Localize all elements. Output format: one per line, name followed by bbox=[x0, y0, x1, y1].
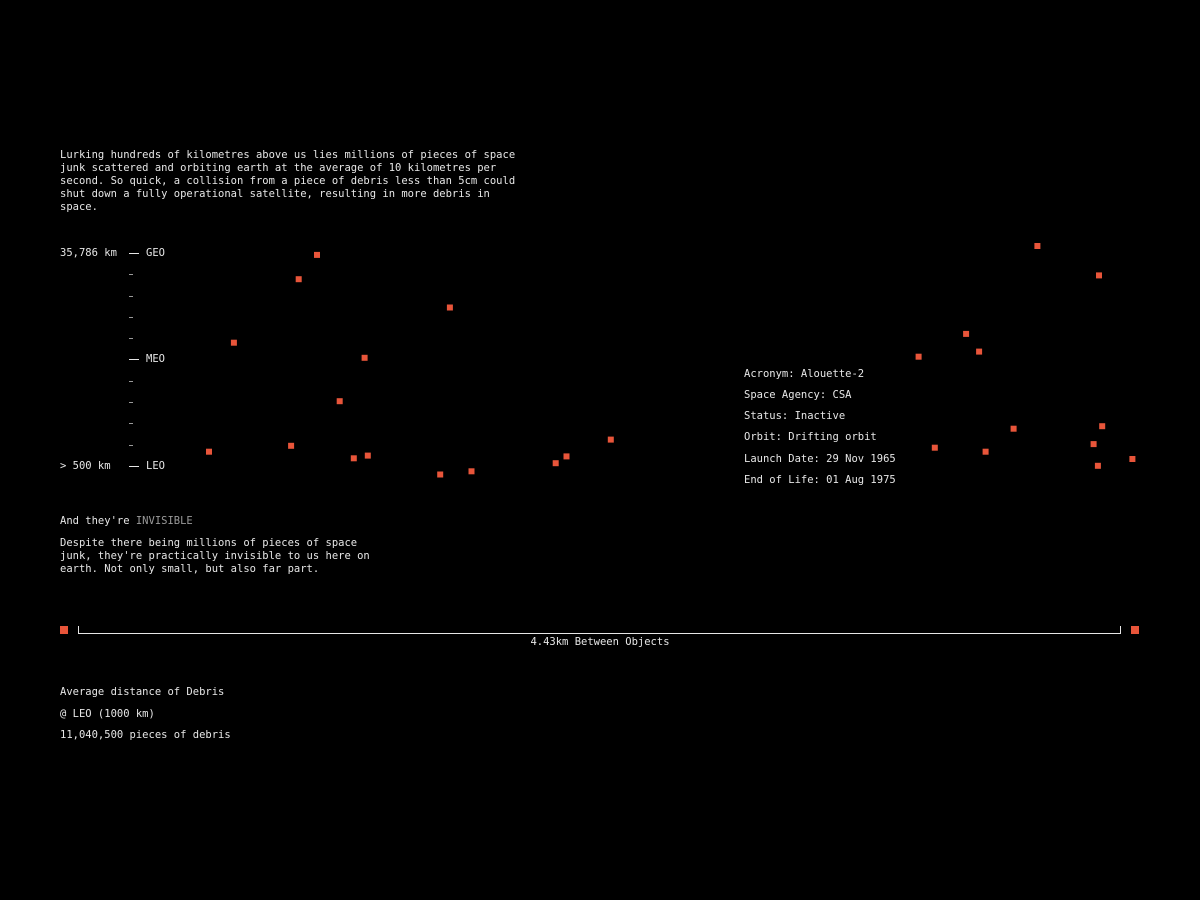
debris-point[interactable] bbox=[296, 276, 302, 282]
debris-point[interactable] bbox=[608, 437, 614, 443]
debris-point[interactable] bbox=[976, 349, 982, 355]
y-axis-bottom-value: > 500 km bbox=[60, 460, 111, 472]
debris-point[interactable] bbox=[1095, 463, 1101, 469]
debris-point[interactable] bbox=[351, 455, 357, 461]
debris-point[interactable] bbox=[963, 331, 969, 337]
meo-level-label: MEO bbox=[146, 353, 165, 365]
debris-point[interactable] bbox=[206, 449, 212, 455]
debris-points bbox=[206, 243, 1135, 478]
minor-tick bbox=[129, 296, 133, 297]
debris-point[interactable] bbox=[1034, 243, 1040, 249]
debris-point[interactable] bbox=[553, 460, 559, 466]
stats-heading: Average distance of Debris bbox=[60, 686, 225, 698]
debris-point[interactable] bbox=[365, 453, 371, 459]
debris-point[interactable] bbox=[983, 449, 989, 455]
minor-tick bbox=[129, 402, 133, 403]
debris-point[interactable] bbox=[1129, 456, 1135, 462]
object-agency: Space Agency: CSA bbox=[744, 389, 852, 401]
debris-point[interactable] bbox=[916, 354, 922, 360]
debris-point[interactable] bbox=[314, 252, 320, 258]
debris-point[interactable] bbox=[564, 453, 570, 459]
invisible-heading-prefix: And they're bbox=[60, 515, 136, 527]
debris-point[interactable] bbox=[1096, 272, 1102, 278]
debris-point[interactable] bbox=[1091, 441, 1097, 447]
debris-point[interactable] bbox=[362, 355, 368, 361]
debris-point[interactable] bbox=[437, 472, 443, 478]
distance-bracket bbox=[60, 626, 1139, 634]
geo-level-label: GEO bbox=[146, 247, 165, 259]
minor-tick bbox=[129, 445, 133, 446]
minor-tick bbox=[129, 423, 133, 424]
debris-point[interactable] bbox=[469, 468, 475, 474]
bracket-left-marker bbox=[60, 626, 68, 634]
invisible-heading-emphasis: INVISIBLE bbox=[135, 515, 193, 527]
debris-point[interactable] bbox=[288, 443, 294, 449]
debris-point[interactable] bbox=[231, 340, 237, 346]
object-end-of-life: End of Life: 01 Aug 1975 bbox=[744, 474, 896, 486]
minor-tick bbox=[129, 317, 133, 318]
debris-point[interactable] bbox=[1011, 426, 1017, 432]
object-acronym: Acronym: Alouette-2 bbox=[744, 368, 865, 380]
stats-orbit: @ LEO (1000 km) bbox=[60, 708, 155, 720]
distance-label: 4.43km Between Objects bbox=[530, 636, 670, 648]
invisible-body: Despite there being millions of pieces of space junk, they're practically invisible to us here on earth. Not only small, but also far part. bbox=[60, 537, 370, 575]
debris-point[interactable] bbox=[1099, 423, 1105, 429]
invisible-heading bbox=[60, 515, 193, 528]
intro-paragraph: Lurking hundreds of kilometres above us lies millions of pieces of space junk scattered and orbiting earth at the average of 10 kilometres per second. So quick, a collision from a piece of debris less than 5cm could shut down a fully operational satellite, resulting in more debris in space. bbox=[60, 149, 516, 213]
object-status: Status: Inactive bbox=[744, 410, 846, 422]
geo-major-tick bbox=[129, 253, 139, 254]
minor-tick bbox=[129, 381, 133, 382]
leo-level-label: LEO bbox=[146, 460, 165, 472]
object-launch-date: Launch Date: 29 Nov 1965 bbox=[744, 453, 896, 465]
bracket-right-marker bbox=[1131, 626, 1139, 634]
leo-major-tick bbox=[129, 466, 139, 467]
debris-point[interactable] bbox=[337, 398, 343, 404]
meo-major-tick bbox=[129, 359, 139, 360]
minor-tick bbox=[129, 274, 133, 275]
debris-point[interactable] bbox=[932, 445, 938, 451]
debris-point[interactable] bbox=[447, 305, 453, 311]
object-orbit: Orbit: Drifting orbit bbox=[744, 431, 877, 443]
stats-count: 11,040,500 pieces of debris bbox=[60, 729, 231, 741]
y-axis-top-value: 35,786 km bbox=[60, 247, 117, 259]
minor-tick bbox=[129, 338, 133, 339]
